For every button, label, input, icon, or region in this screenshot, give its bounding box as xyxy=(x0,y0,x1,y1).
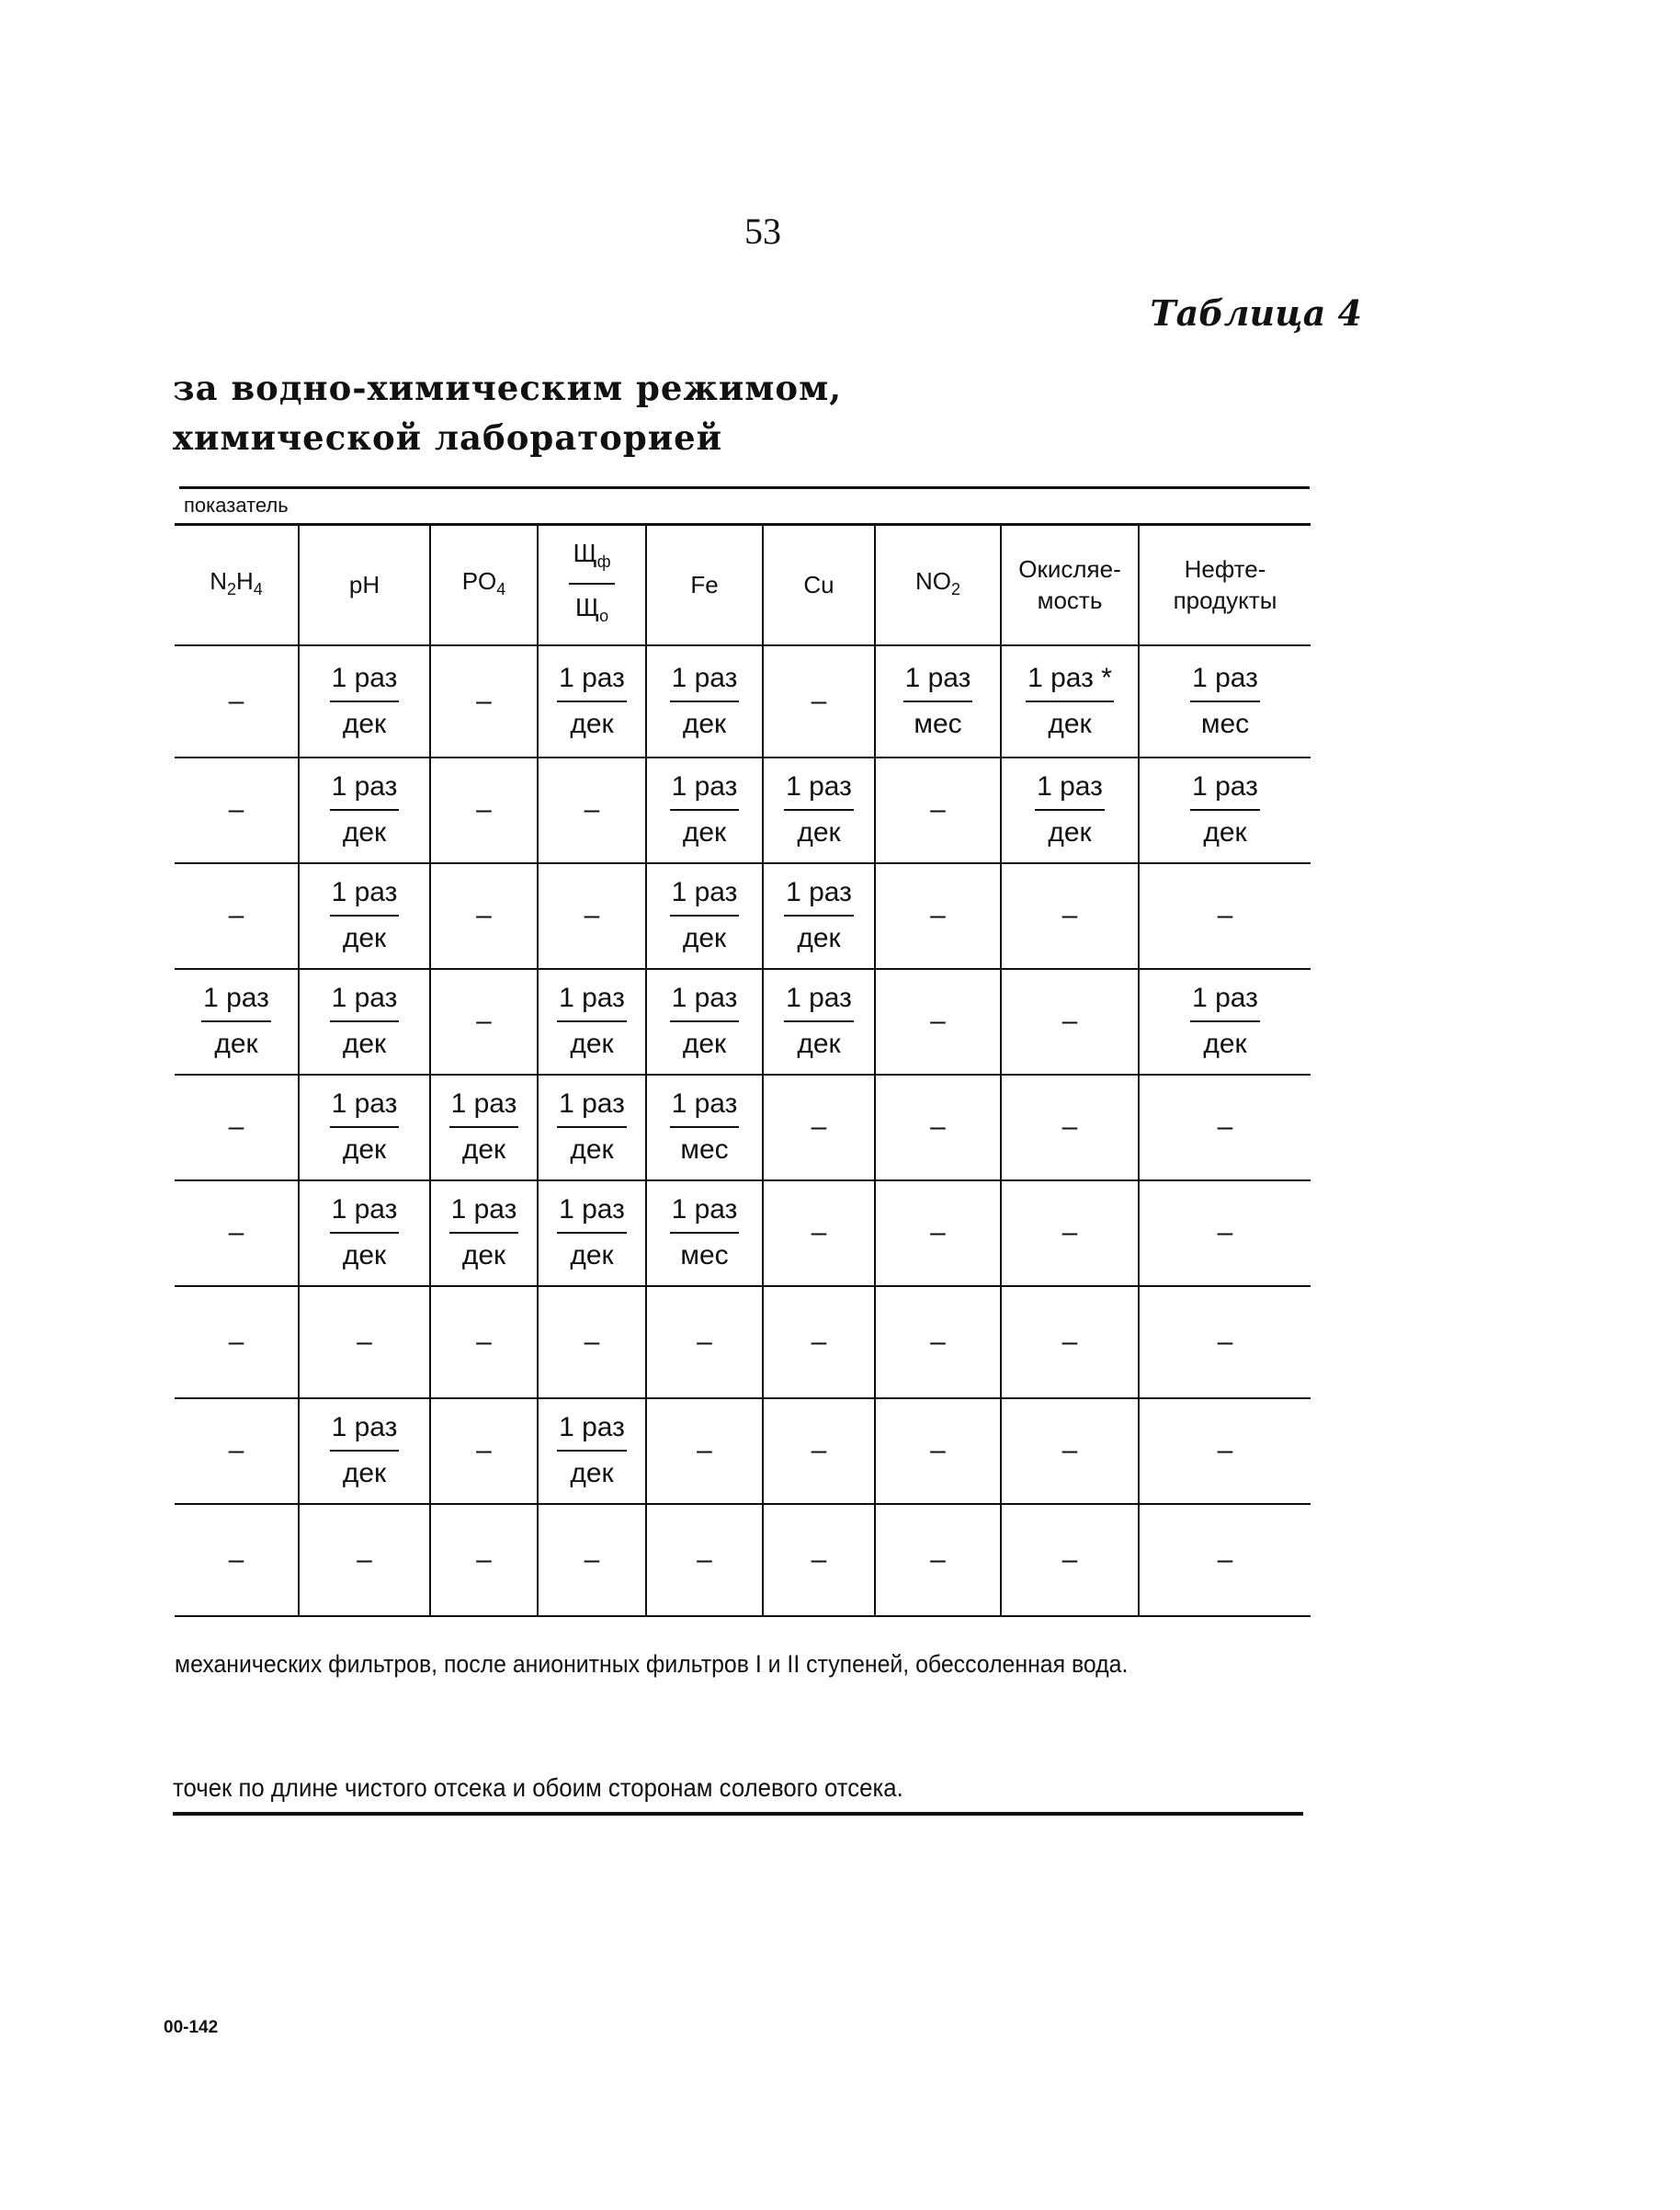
table-cell xyxy=(538,863,646,969)
frequency-fraction xyxy=(330,769,400,851)
table-cell xyxy=(430,758,538,863)
frequency-fraction xyxy=(903,660,973,743)
empty-dash: – xyxy=(1061,1326,1078,1357)
empty-dash: – xyxy=(228,1435,244,1466)
frequency-fraction xyxy=(201,980,271,1063)
frequency-fraction xyxy=(449,1191,519,1274)
frequency-fraction xyxy=(330,1191,400,1274)
frequency-fraction xyxy=(449,1086,519,1168)
empty-dash: – xyxy=(1217,1217,1233,1248)
empty-dash: – xyxy=(930,794,946,826)
empty-dash: – xyxy=(1217,900,1233,931)
table-cell xyxy=(646,1180,763,1286)
empty-dash: – xyxy=(1217,1544,1233,1575)
frequency-count: 1 раз xyxy=(1190,980,1260,1022)
empty-dash: – xyxy=(228,794,244,826)
col-header-po4: $PO_4$ xyxy=(430,525,538,645)
table-row xyxy=(175,1398,1311,1504)
col-header-fe: Fe xyxy=(646,525,763,645)
frequency-fraction xyxy=(670,769,740,851)
table-cell xyxy=(538,1504,646,1616)
frequency-fraction xyxy=(330,874,400,957)
table-cell xyxy=(1001,969,1139,1075)
frequency-fraction xyxy=(1035,769,1105,851)
frequency-period: дек xyxy=(570,1134,614,1166)
frequency-fraction xyxy=(557,660,627,743)
col-header-cu: Cu xyxy=(763,525,875,645)
table-cell xyxy=(299,758,430,863)
frequency-period: дек xyxy=(342,1240,387,1271)
table-cell xyxy=(299,645,430,758)
frequency-period: дек xyxy=(342,817,387,849)
table-body xyxy=(175,645,1311,1617)
table-row xyxy=(175,1504,1311,1616)
empty-dash: – xyxy=(697,1435,712,1466)
table-cell xyxy=(1139,1504,1311,1616)
frequency-fraction xyxy=(330,660,400,743)
frequency-fraction xyxy=(1190,980,1260,1063)
frequency-period: мес xyxy=(680,1134,729,1166)
header-row xyxy=(175,525,1311,645)
table-cell xyxy=(538,1180,646,1286)
empty-dash: – xyxy=(1217,1326,1233,1357)
frequency-period: дек xyxy=(342,1029,387,1060)
empty-dash: – xyxy=(228,1217,244,1248)
frequency-fraction xyxy=(670,660,740,743)
frequency-fraction xyxy=(1026,660,1114,743)
empty-dash: – xyxy=(1061,1006,1078,1037)
table-cell xyxy=(1139,645,1311,758)
empty-dash: – xyxy=(476,1544,492,1575)
frequency-period: мес xyxy=(680,1240,729,1271)
empty-dash: – xyxy=(697,1544,712,1575)
table-cell xyxy=(875,645,1001,758)
heading-line-2: химической лабораторией xyxy=(173,417,723,458)
table-cell xyxy=(1139,1286,1311,1398)
table-cell xyxy=(430,1180,538,1286)
table-cell xyxy=(299,969,430,1075)
frequency-count: 1 раз xyxy=(557,1086,627,1128)
table-cell xyxy=(763,1504,875,1616)
heading-line-1: за водно-химическим режимом, xyxy=(173,368,843,408)
frequency-count: 1 раз xyxy=(1190,769,1260,811)
table-cell xyxy=(646,758,763,863)
frequency-period: мес xyxy=(1200,708,1250,739)
frequency-period: дек xyxy=(342,1458,387,1489)
empty-dash: – xyxy=(357,1326,372,1357)
empty-dash: – xyxy=(697,1326,712,1357)
table-cell xyxy=(538,1286,646,1398)
table-cell xyxy=(175,969,299,1075)
frequency-count: 1 раз xyxy=(330,1086,400,1128)
frequency-fraction xyxy=(784,769,854,851)
table-cell xyxy=(875,1504,1001,1616)
frequency-period: дек xyxy=(461,1240,506,1271)
table-cell xyxy=(763,645,875,758)
table-cell xyxy=(175,1398,299,1504)
empty-dash: – xyxy=(228,900,244,931)
frequency-fraction xyxy=(670,1086,740,1168)
empty-dash: – xyxy=(811,1544,827,1575)
frequency-period: дек xyxy=(682,923,727,954)
frequency-period: дек xyxy=(1203,817,1247,849)
table-cell xyxy=(646,1398,763,1504)
frequency-period: дек xyxy=(570,708,614,739)
empty-dash: – xyxy=(1061,1217,1078,1248)
table-row xyxy=(175,1286,1311,1398)
frequency-period: дек xyxy=(797,817,841,849)
table-cell xyxy=(1001,863,1139,969)
empty-dash: – xyxy=(811,1435,827,1466)
bottom-rule xyxy=(173,1812,1303,1816)
table-row xyxy=(175,1180,1311,1286)
table-cell xyxy=(175,1286,299,1398)
document-code: 00-142 xyxy=(164,2018,219,2037)
frequency-period: дек xyxy=(342,923,387,954)
frequency-count: 1 раз xyxy=(670,1086,740,1128)
frequency-count: 1 раз xyxy=(449,1086,519,1128)
table-cell xyxy=(875,1286,1001,1398)
frequency-period: дек xyxy=(797,1029,841,1060)
table-cell xyxy=(430,645,538,758)
frequency-count: 1 раз xyxy=(670,874,740,917)
empty-dash: – xyxy=(228,1544,244,1575)
frequency-fraction xyxy=(1190,660,1260,743)
empty-dash: – xyxy=(228,1326,244,1357)
top-rule xyxy=(179,486,1310,489)
frequency-fraction xyxy=(784,874,854,957)
frequency-fraction xyxy=(330,1409,400,1492)
empty-dash: – xyxy=(930,1435,946,1466)
table-cell xyxy=(1001,1180,1139,1286)
empty-dash: – xyxy=(584,794,600,826)
frequency-period: дек xyxy=(682,1029,727,1060)
table-cell xyxy=(175,645,299,758)
frequency-count: 1 раз xyxy=(1035,769,1105,811)
table-cell xyxy=(175,863,299,969)
table-cell xyxy=(430,1286,538,1398)
col-header-oil-products: Нефте- продукты xyxy=(1139,525,1311,645)
frequency-period: дек xyxy=(682,708,727,739)
empty-dash: – xyxy=(930,1544,946,1575)
frequency-period: дек xyxy=(1048,708,1092,739)
frequency-period: дек xyxy=(682,817,727,849)
table-cell xyxy=(646,645,763,758)
empty-dash: – xyxy=(1061,1435,1078,1466)
frequency-count: 1 раз xyxy=(784,874,854,917)
frequency-count: 1 раз xyxy=(449,1191,519,1234)
frequency-period: дек xyxy=(1203,1029,1247,1060)
empty-dash: – xyxy=(584,900,600,931)
table-cell xyxy=(299,1180,430,1286)
frequency-fraction xyxy=(670,980,740,1063)
table-cell xyxy=(875,758,1001,863)
table-cell xyxy=(763,1075,875,1180)
table-cell xyxy=(763,1398,875,1504)
frequency-fraction xyxy=(670,1191,740,1274)
empty-dash: – xyxy=(930,1111,946,1143)
table-row xyxy=(175,645,1311,758)
frequency-count: 1 раз xyxy=(557,1409,627,1452)
frequency-count: 1 раз xyxy=(330,874,400,917)
frequency-fraction xyxy=(784,980,854,1063)
empty-dash: – xyxy=(930,1326,946,1357)
frequency-period: дек xyxy=(461,1134,506,1166)
group-label: показатель xyxy=(184,494,289,517)
empty-dash: – xyxy=(1217,1111,1233,1143)
frequency-count: 1 раз xyxy=(670,1191,740,1234)
empty-dash: – xyxy=(1061,1111,1078,1143)
table-row xyxy=(175,1075,1311,1180)
frequency-count: 1 раз xyxy=(903,660,973,702)
table-cell xyxy=(299,863,430,969)
frequency-count: 1 раз xyxy=(557,980,627,1022)
table-cell xyxy=(430,1398,538,1504)
empty-dash: – xyxy=(930,1217,946,1248)
table-cell xyxy=(763,969,875,1075)
table-cell xyxy=(538,645,646,758)
empty-dash: – xyxy=(476,685,492,716)
table-cell xyxy=(763,863,875,969)
col-header-alkalinity-ratio: $\frac{Щ_ф}{Щ_о}$ xyxy=(538,525,646,645)
table-cell xyxy=(1001,1398,1139,1504)
frequency-count: 1 раз xyxy=(670,980,740,1022)
frequency-period: дек xyxy=(342,708,387,739)
table-row xyxy=(175,969,1311,1075)
empty-dash: – xyxy=(228,685,244,716)
frequency-count: 1 раз xyxy=(557,1191,627,1234)
table-cell xyxy=(646,863,763,969)
col-header-no2: $NO_2$ xyxy=(875,525,1001,645)
empty-dash: – xyxy=(476,1435,492,1466)
col-header-oxidizability: Окисляе- мость xyxy=(1001,525,1139,645)
table-cell xyxy=(646,1286,763,1398)
table-cell xyxy=(1139,1180,1311,1286)
table-cell xyxy=(875,1075,1001,1180)
frequency-fraction xyxy=(330,1086,400,1168)
frequency-count: 1 раз xyxy=(1190,660,1260,702)
frequency-count: 1 раз xyxy=(201,980,271,1022)
table-row xyxy=(175,863,1311,969)
frequency-count: 1 раз xyxy=(784,980,854,1022)
col-header-ph: pH xyxy=(299,525,430,645)
table-cell xyxy=(1001,758,1139,863)
empty-dash: – xyxy=(476,1326,492,1357)
empty-dash: – xyxy=(811,1217,827,1248)
frequency-count: 1 раз xyxy=(557,660,627,702)
empty-dash: – xyxy=(811,685,827,716)
empty-dash: – xyxy=(930,900,946,931)
frequency-count: 1 раз xyxy=(330,769,400,811)
frequency-period: дек xyxy=(1048,817,1092,849)
frequency-count: 1 раз xyxy=(670,660,740,702)
frequency-period: дек xyxy=(570,1240,614,1271)
table-heading xyxy=(173,363,842,462)
empty-dash: – xyxy=(1061,1544,1078,1575)
empty-dash: – xyxy=(584,1326,600,1357)
table-cell xyxy=(1139,863,1311,969)
table-cell xyxy=(299,1504,430,1616)
frequency-period: дек xyxy=(214,1029,258,1060)
frequency-table xyxy=(175,523,1311,1617)
table-cell xyxy=(646,1075,763,1180)
frequency-count: 1 раз xyxy=(330,660,400,702)
frequency-fraction xyxy=(557,1086,627,1168)
empty-dash: – xyxy=(476,1006,492,1037)
table-cell xyxy=(1001,1504,1139,1616)
empty-dash: – xyxy=(228,1111,244,1143)
empty-dash: – xyxy=(584,1544,600,1575)
table-cell xyxy=(430,1504,538,1616)
table-cell xyxy=(1139,758,1311,863)
table-cell xyxy=(763,758,875,863)
frequency-count: 1 раз xyxy=(784,769,854,811)
table-cell xyxy=(1001,1286,1139,1398)
table-cell xyxy=(175,758,299,863)
table-label: Таблица 4 xyxy=(1150,292,1362,334)
table-cell xyxy=(175,1504,299,1616)
table-cell xyxy=(763,1286,875,1398)
col-header-n2h4: $N_2H_4$ xyxy=(175,525,299,645)
table-cell xyxy=(430,1075,538,1180)
empty-dash: – xyxy=(811,1111,827,1143)
frequency-count: 1 раз xyxy=(330,980,400,1022)
table-cell xyxy=(299,1286,430,1398)
table-cell xyxy=(175,1075,299,1180)
table-cell xyxy=(763,1180,875,1286)
frequency-fraction xyxy=(1190,769,1260,851)
empty-dash: – xyxy=(1217,1435,1233,1466)
table-row xyxy=(175,758,1311,863)
empty-dash: – xyxy=(476,900,492,931)
frequency-count: 1 раз xyxy=(330,1409,400,1452)
frequency-count: 1 раз * xyxy=(1026,660,1114,702)
page-number: 53 xyxy=(744,211,781,252)
table-cell xyxy=(875,1180,1001,1286)
frequency-period: дек xyxy=(570,1029,614,1060)
frequency-period: дек xyxy=(797,923,841,954)
table-cell xyxy=(1001,645,1139,758)
table-cell xyxy=(538,969,646,1075)
footnote-2: точек по длине чистого отсека и обоим сторонам солевого отсека. xyxy=(173,1773,903,1802)
frequency-count: 1 раз xyxy=(330,1191,400,1234)
empty-dash: – xyxy=(1061,900,1078,931)
table-cell xyxy=(175,1180,299,1286)
table-cell xyxy=(430,863,538,969)
table-cell xyxy=(1001,1075,1139,1180)
table-cell xyxy=(299,1398,430,1504)
frequency-fraction xyxy=(330,980,400,1063)
table-cell xyxy=(299,1075,430,1180)
frequency-period: дек xyxy=(570,1458,614,1489)
table-cell xyxy=(875,1398,1001,1504)
empty-dash: – xyxy=(811,1326,827,1357)
table-cell xyxy=(538,758,646,863)
table-cell xyxy=(538,1398,646,1504)
frequency-fraction xyxy=(670,874,740,957)
empty-dash: – xyxy=(357,1544,372,1575)
table-cell xyxy=(1139,1075,1311,1180)
empty-dash: – xyxy=(476,794,492,826)
table-cell xyxy=(1139,969,1311,1075)
table-cell xyxy=(538,1075,646,1180)
table-cell xyxy=(646,1504,763,1616)
frequency-count: 1 раз xyxy=(670,769,740,811)
footnote-1: механических фильтров, после анионитных фильтров I и II ступеней, обессоленная вода. xyxy=(175,1650,1129,1678)
frequency-fraction xyxy=(557,1409,627,1492)
frequency-fraction xyxy=(557,1191,627,1274)
table-cell xyxy=(1139,1398,1311,1504)
table-cell xyxy=(875,863,1001,969)
table-cell xyxy=(875,969,1001,1075)
frequency-fraction xyxy=(557,980,627,1063)
empty-dash: – xyxy=(930,1006,946,1037)
table-cell xyxy=(430,969,538,1075)
frequency-period: мес xyxy=(914,708,962,739)
table-cell xyxy=(646,969,763,1075)
frequency-period: дек xyxy=(342,1134,387,1166)
